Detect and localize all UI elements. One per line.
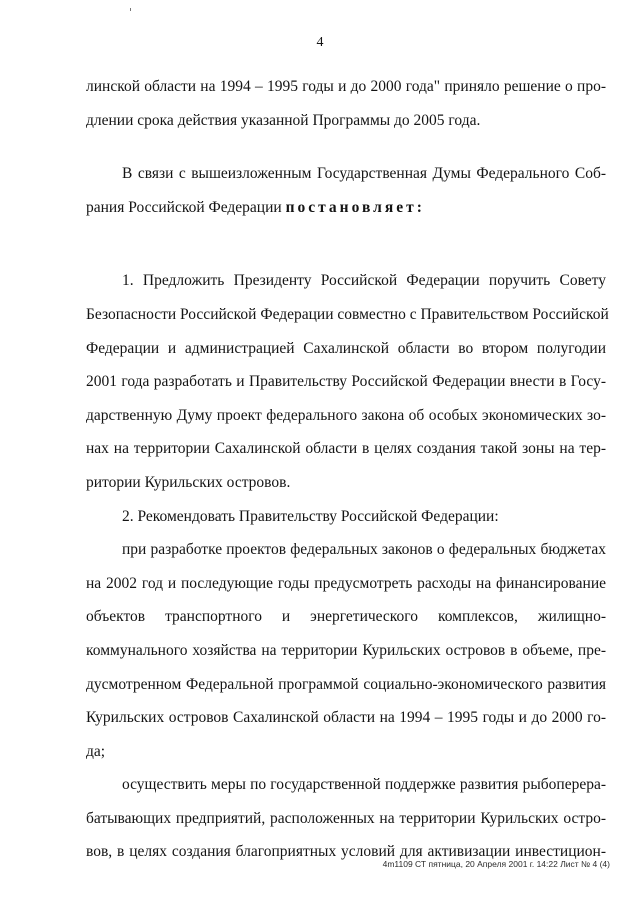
text-line: вов, в целях создания благоприятных условий для активизации инвестицион- (86, 843, 606, 861)
text-line: Безопасности Российской Федерации совместно с Правительством Российской (86, 305, 609, 323)
footer-print-info: 4m1109 СТ пятница, 20 Апреля 2001 г. 14:22 Лист № 4 (4) (382, 859, 610, 869)
text-line: нах на территории Сахалинской области в целях создания такой зоны на тер- (86, 440, 606, 458)
resolution-verb: постановляет: (285, 198, 425, 216)
text-line: В связи с вышеизложенным Государственная Думы Федерального Соб- (122, 165, 606, 183)
text-line: на 2002 год и последующие годы предусмотреть расходы на финансирование (86, 574, 606, 592)
text-line: осуществить меры по государственной поддержке развития рыбоперера- (122, 776, 606, 794)
document-body (86, 70, 609, 869)
text-line: да; (86, 742, 106, 760)
text-line: объектов транспортного и энергетического комплексов, жилищно- (86, 608, 606, 626)
text-line: при разработке проектов федеральных законов о федеральных бюджетах (122, 541, 606, 559)
text-line: дарственную Думу проект федерального закона об особых экономических зо- (86, 406, 606, 424)
text-line: 1. Предложить Президенту Российской Федерации поручить Совету (122, 272, 606, 290)
paragraph-gap (86, 137, 606, 157)
page-number: 4 (316, 35, 324, 50)
text-line: коммунального хозяйства на территории Курильских островов в объеме, пре- (86, 641, 606, 659)
paragraph-gap (86, 224, 606, 244)
text-line: ритории Курильских островов. (86, 473, 291, 491)
text-line: дусмотренном Федеральной программой социально-экономического развития (86, 675, 606, 693)
text-line: длении срока действия указанной Программы до 2005 года. (86, 111, 481, 129)
scan-speck (130, 8, 131, 11)
text-line (86, 191, 606, 225)
text-line-start: рания Российской Федерации (86, 198, 286, 216)
text-line: линской области на 1994 – 1995 годы и до 2000 года" приняло решение о про- (86, 78, 606, 95)
text-line: Курильских островов Сахалинской области на 1994 – 1995 годы и до 2000 го- (86, 709, 606, 727)
text-line: 2001 года разработать и Правительству Российской Федерации внести в Госу- (86, 373, 606, 391)
text-line: 2. Рекомендовать Правительству Российской Федерации: (122, 507, 499, 525)
text-line: батывающих предприятий, расположенных на территории Курильских остро- (86, 809, 606, 827)
paragraph-gap (86, 244, 606, 264)
text-line: Федерации и администрацией Сахалинской области во втором полугодии (86, 339, 606, 357)
